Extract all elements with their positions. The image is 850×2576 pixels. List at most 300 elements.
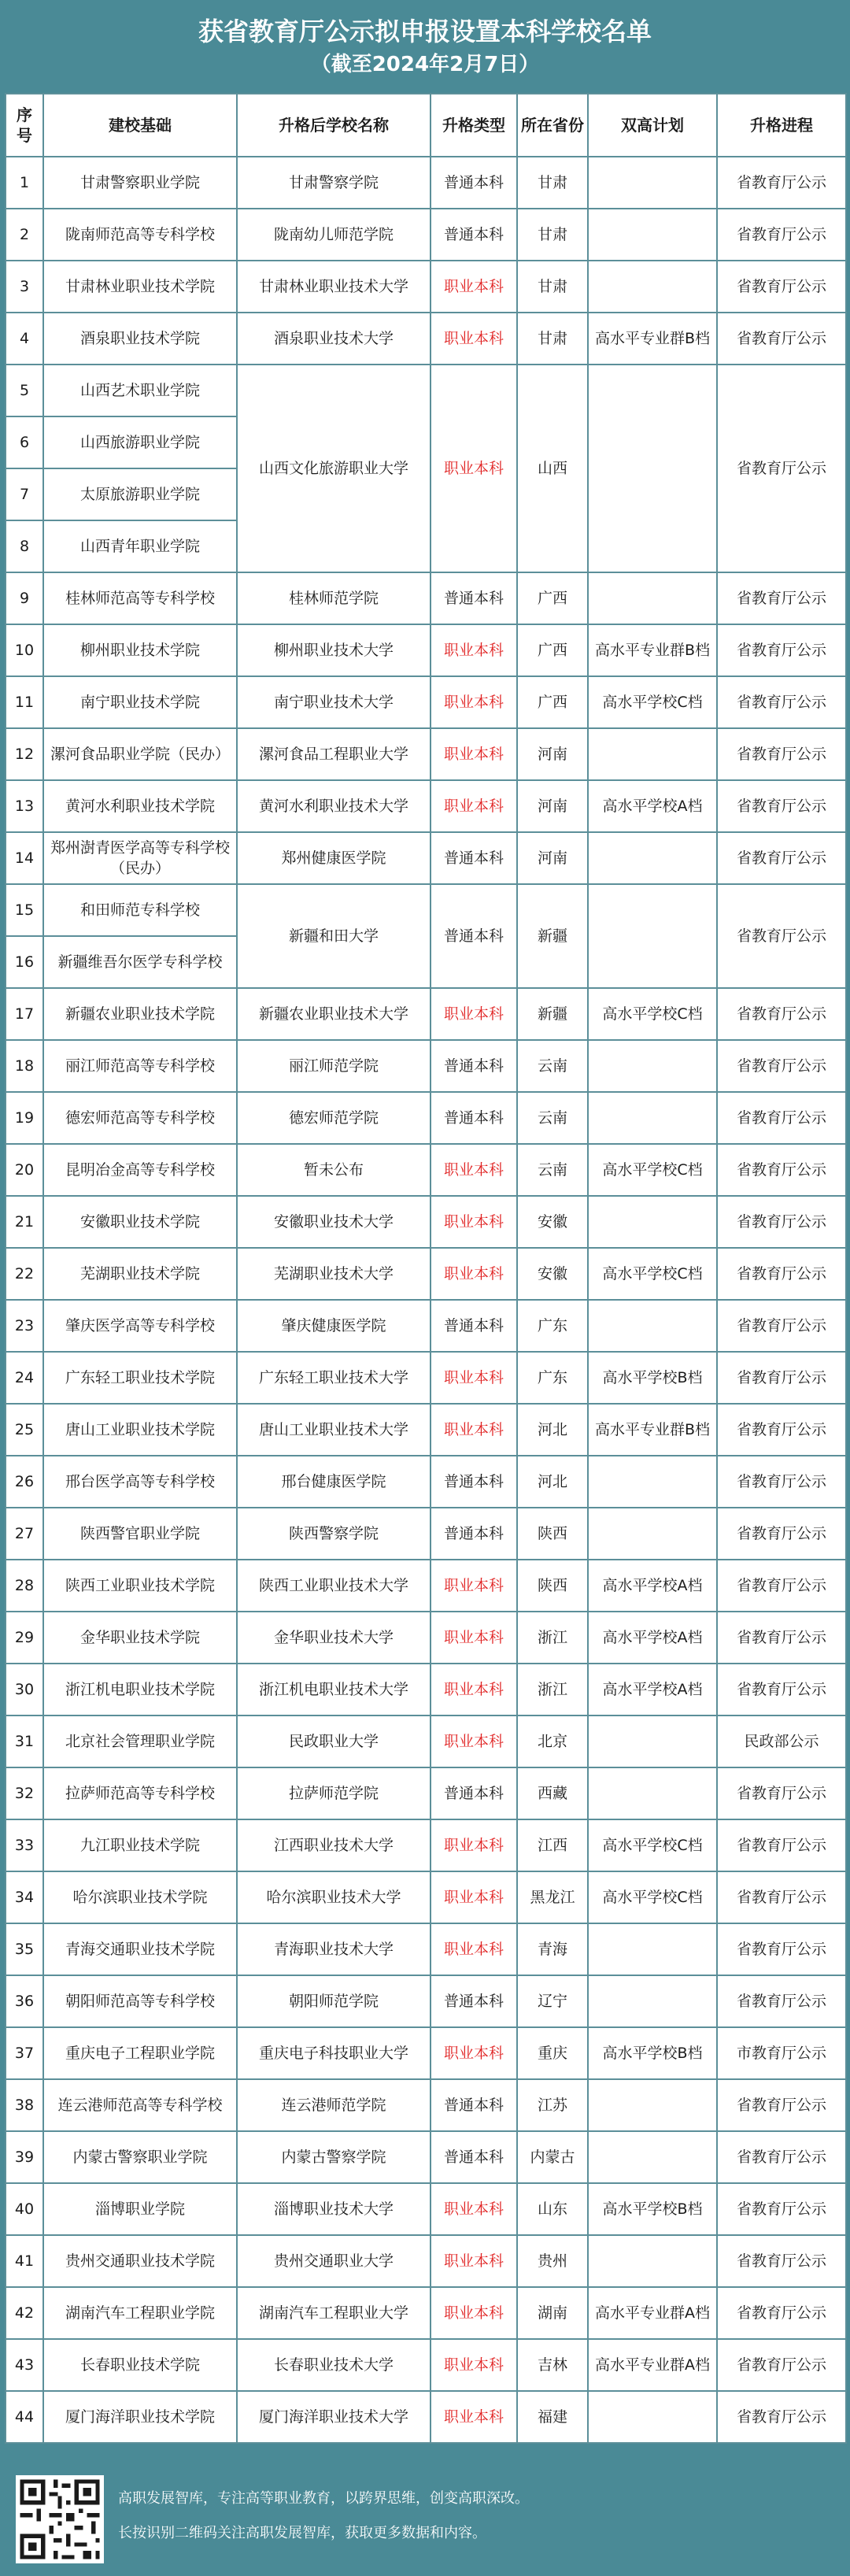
progress-cell: 省教育厅公示 xyxy=(717,261,846,313)
upgrade-type-cell: 职业本科 xyxy=(431,1664,517,1715)
new-school-name-cell: 厦门海洋职业技术大学 xyxy=(237,2391,431,2443)
province-cell: 西藏 xyxy=(517,1767,588,1819)
upgrade-type-cell: 职业本科 xyxy=(431,2339,517,2391)
table-body xyxy=(6,157,846,2443)
progress-cell: 民政部公示 xyxy=(717,1715,846,1767)
base-school-cell: 连云港师范高等专科学校 xyxy=(43,2079,237,2131)
upgrade-type-cell: 普通本科 xyxy=(431,1092,517,1144)
index-cell: 10 xyxy=(6,624,43,676)
double-high-cell xyxy=(588,572,717,624)
index-cell: 39 xyxy=(6,2131,43,2183)
table-row xyxy=(6,884,846,936)
progress-cell: 省教育厅公示 xyxy=(717,1664,846,1715)
index-cell: 30 xyxy=(6,1664,43,1715)
base-school-cell: 长春职业技术学院 xyxy=(43,2339,237,2391)
index-cell: 42 xyxy=(6,2287,43,2339)
upgrade-type-cell: 职业本科 xyxy=(431,1923,517,1975)
base-school-cell: 新疆维吾尔医学专科学校 xyxy=(43,936,237,988)
province-cell: 云南 xyxy=(517,1040,588,1092)
double-high-cell: 高水平专业群A档 xyxy=(588,2339,717,2391)
index-cell: 14 xyxy=(6,832,43,884)
upgrade-type-cell: 普通本科 xyxy=(431,2079,517,2131)
new-school-name-cell: 酒泉职业技术大学 xyxy=(237,313,431,365)
page-subtitle: （截至2024年2月7日） xyxy=(310,53,540,76)
base-school-cell: 金华职业技术学院 xyxy=(43,1612,237,1664)
table-row xyxy=(6,1664,846,1715)
table-row xyxy=(6,1144,846,1196)
base-school-cell: 贵州交通职业技术学院 xyxy=(43,2235,237,2287)
base-school-cell: 北京社会管理职业学院 xyxy=(43,1715,237,1767)
province-cell: 安徽 xyxy=(517,1196,588,1248)
progress-cell: 省教育厅公示 xyxy=(717,1923,846,1975)
new-school-name-cell: 长春职业技术大学 xyxy=(237,2339,431,2391)
base-school-cell: 和田师范专科学校 xyxy=(43,884,237,936)
province-cell: 山西 xyxy=(517,365,588,572)
table-row xyxy=(6,2235,846,2287)
col-header-index: 序号 xyxy=(6,94,43,157)
base-school-cell: 甘肃警察职业学院 xyxy=(43,157,237,209)
base-school-cell: 漯河食品职业学院（民办） xyxy=(43,728,237,780)
table-row xyxy=(6,1352,846,1404)
double-high-cell xyxy=(588,1456,717,1508)
upgrade-type-cell: 职业本科 xyxy=(431,1144,517,1196)
province-cell: 河北 xyxy=(517,1404,588,1456)
table-row xyxy=(6,1300,846,1352)
table-row xyxy=(6,1508,846,1560)
table-row xyxy=(6,365,846,416)
progress-cell: 省教育厅公示 xyxy=(717,1871,846,1923)
upgrade-type-cell: 普通本科 xyxy=(431,157,517,209)
new-school-name-cell: 新疆农业职业技术大学 xyxy=(237,988,431,1040)
new-school-name-cell: 陇南幼儿师范学院 xyxy=(237,209,431,261)
new-school-name-cell: 邢台健康医学院 xyxy=(237,1456,431,1508)
progress-cell: 省教育厅公示 xyxy=(717,624,846,676)
footer xyxy=(0,2466,850,2576)
new-school-name-cell: 山西文化旅游职业大学 xyxy=(237,365,431,572)
upgrade-type-cell: 职业本科 xyxy=(431,365,517,572)
province-cell: 浙江 xyxy=(517,1612,588,1664)
province-cell: 广西 xyxy=(517,676,588,728)
province-cell: 黑龙江 xyxy=(517,1871,588,1923)
province-cell: 吉林 xyxy=(517,2339,588,2391)
index-cell: 24 xyxy=(6,1352,43,1404)
province-cell: 广东 xyxy=(517,1300,588,1352)
upgrade-type-cell: 职业本科 xyxy=(431,1352,517,1404)
province-cell: 福建 xyxy=(517,2391,588,2443)
table-row xyxy=(6,2079,846,2131)
progress-cell: 省教育厅公示 xyxy=(717,728,846,780)
new-school-name-cell: 南宁职业技术大学 xyxy=(237,676,431,728)
progress-cell: 市教育厅公示 xyxy=(717,2027,846,2079)
double-high-cell xyxy=(588,261,717,313)
double-high-cell: 高水平学校A档 xyxy=(588,1612,717,1664)
double-high-cell: 高水平学校A档 xyxy=(588,1560,717,1612)
new-school-name-cell: 暂未公布 xyxy=(237,1144,431,1196)
page-title: 获省教育厅公示拟申报设置本科学校名单 xyxy=(198,17,652,46)
index-cell: 3 xyxy=(6,261,43,313)
province-cell: 河南 xyxy=(517,832,588,884)
province-cell: 山东 xyxy=(517,2183,588,2235)
index-cell: 12 xyxy=(6,728,43,780)
province-cell: 云南 xyxy=(517,1092,588,1144)
progress-cell: 省教育厅公示 xyxy=(717,1560,846,1612)
new-school-name-cell: 芜湖职业技术大学 xyxy=(237,1248,431,1300)
double-high-cell xyxy=(588,2079,717,2131)
index-cell: 27 xyxy=(6,1508,43,1560)
double-high-cell xyxy=(588,1767,717,1819)
upgrade-type-cell: 职业本科 xyxy=(431,1404,517,1456)
province-cell: 浙江 xyxy=(517,1664,588,1715)
province-cell: 新疆 xyxy=(517,988,588,1040)
index-cell: 37 xyxy=(6,2027,43,2079)
base-school-cell: 甘肃林业职业技术学院 xyxy=(43,261,237,313)
new-school-name-cell: 淄博职业技术大学 xyxy=(237,2183,431,2235)
progress-cell: 省教育厅公示 xyxy=(717,157,846,209)
table-row xyxy=(6,624,846,676)
double-high-cell xyxy=(588,2131,717,2183)
base-school-cell: 朝阳师范高等专科学校 xyxy=(43,1975,237,2027)
progress-cell: 省教育厅公示 xyxy=(717,1092,846,1144)
progress-cell: 省教育厅公示 xyxy=(717,1456,846,1508)
index-cell: 38 xyxy=(6,2079,43,2131)
province-cell: 内蒙古 xyxy=(517,2131,588,2183)
index-cell: 11 xyxy=(6,676,43,728)
index-cell: 35 xyxy=(6,1923,43,1975)
new-school-name-cell: 金华职业技术大学 xyxy=(237,1612,431,1664)
upgrade-type-cell: 职业本科 xyxy=(431,2235,517,2287)
progress-cell: 省教育厅公示 xyxy=(717,2339,846,2391)
base-school-cell: 山西艺术职业学院 xyxy=(43,365,237,416)
table-row xyxy=(6,261,846,313)
base-school-cell: 广东轻工职业技术学院 xyxy=(43,1352,237,1404)
progress-cell: 省教育厅公示 xyxy=(717,1819,846,1871)
index-cell: 20 xyxy=(6,1144,43,1196)
new-school-name-cell: 广东轻工职业技术大学 xyxy=(237,1352,431,1404)
progress-cell: 省教育厅公示 xyxy=(717,676,846,728)
new-school-name-cell: 安徽职业技术大学 xyxy=(237,1196,431,1248)
table-row xyxy=(6,1923,846,1975)
index-cell: 5 xyxy=(6,365,43,416)
province-cell: 甘肃 xyxy=(517,313,588,365)
table-row xyxy=(6,1560,846,1612)
new-school-name-cell: 拉萨师范学院 xyxy=(237,1767,431,1819)
progress-cell: 省教育厅公示 xyxy=(717,884,846,988)
progress-cell: 省教育厅公示 xyxy=(717,1300,846,1352)
progress-cell: 省教育厅公示 xyxy=(717,1404,846,1456)
double-high-cell xyxy=(588,1975,717,2027)
index-cell: 26 xyxy=(6,1456,43,1508)
province-cell: 贵州 xyxy=(517,2235,588,2287)
upgrade-type-cell: 职业本科 xyxy=(431,624,517,676)
province-cell: 青海 xyxy=(517,1923,588,1975)
progress-cell: 省教育厅公示 xyxy=(717,988,846,1040)
province-cell: 陕西 xyxy=(517,1560,588,1612)
table-row xyxy=(6,1819,846,1871)
new-school-name-cell: 甘肃警察学院 xyxy=(237,157,431,209)
schools-table xyxy=(5,93,847,2444)
double-high-cell xyxy=(588,157,717,209)
table-row xyxy=(6,1040,846,1092)
base-school-cell: 肇庆医学高等专科学校 xyxy=(43,1300,237,1352)
province-cell: 甘肃 xyxy=(517,157,588,209)
progress-cell: 省教育厅公示 xyxy=(717,1144,846,1196)
table-row xyxy=(6,1092,846,1144)
new-school-name-cell: 新疆和田大学 xyxy=(237,884,431,988)
upgrade-type-cell: 普通本科 xyxy=(431,1975,517,2027)
upgrade-type-cell: 普通本科 xyxy=(431,572,517,624)
index-cell: 4 xyxy=(6,313,43,365)
base-school-cell: 浙江机电职业技术学院 xyxy=(43,1664,237,1715)
table-row xyxy=(6,2287,846,2339)
new-school-name-cell: 贵州交通职业大学 xyxy=(237,2235,431,2287)
double-high-cell: 高水平专业群B档 xyxy=(588,1404,717,1456)
progress-cell: 省教育厅公示 xyxy=(717,2287,846,2339)
base-school-cell: 新疆农业职业技术学院 xyxy=(43,988,237,1040)
upgrade-type-cell: 职业本科 xyxy=(431,1612,517,1664)
double-high-cell: 高水平学校B档 xyxy=(588,1352,717,1404)
table-row xyxy=(6,1248,846,1300)
double-high-cell: 高水平学校B档 xyxy=(588,2027,717,2079)
base-school-cell: 丽江师范高等专科学校 xyxy=(43,1040,237,1092)
upgrade-type-cell: 职业本科 xyxy=(431,1819,517,1871)
progress-cell: 省教育厅公示 xyxy=(717,1352,846,1404)
table-row xyxy=(6,832,846,884)
col-header-progress: 升格进程 xyxy=(717,94,846,157)
progress-cell: 省教育厅公示 xyxy=(717,1196,846,1248)
upgrade-type-cell: 职业本科 xyxy=(431,2027,517,2079)
upgrade-type-cell: 普通本科 xyxy=(431,209,517,261)
double-high-cell: 高水平专业群A档 xyxy=(588,2287,717,2339)
double-high-cell: 高水平学校C档 xyxy=(588,676,717,728)
double-high-cell xyxy=(588,1508,717,1560)
new-school-name-cell: 重庆电子科技职业大学 xyxy=(237,2027,431,2079)
table-row xyxy=(6,1196,846,1248)
index-cell: 40 xyxy=(6,2183,43,2235)
province-cell: 新疆 xyxy=(517,884,588,988)
new-school-name-cell: 民政职业大学 xyxy=(237,1715,431,1767)
col-header-double-high: 双高计划 xyxy=(588,94,717,157)
upgrade-type-cell: 普通本科 xyxy=(431,1456,517,1508)
new-school-name-cell: 漯河食品工程职业大学 xyxy=(237,728,431,780)
index-cell: 22 xyxy=(6,1248,43,1300)
base-school-cell: 太原旅游职业学院 xyxy=(43,468,237,520)
upgrade-type-cell: 职业本科 xyxy=(431,1560,517,1612)
base-school-cell: 唐山工业职业技术学院 xyxy=(43,1404,237,1456)
qr-code-icon[interactable] xyxy=(16,2475,104,2563)
table-row xyxy=(6,209,846,261)
table-row xyxy=(6,2339,846,2391)
province-cell: 江西 xyxy=(517,1819,588,1871)
index-cell: 44 xyxy=(6,2391,43,2443)
upgrade-type-cell: 职业本科 xyxy=(431,2391,517,2443)
upgrade-type-cell: 职业本科 xyxy=(431,1196,517,1248)
index-cell: 16 xyxy=(6,936,43,988)
footer-line-2: 长按识别二维码关注高职发展智库，获取更多数据和内容。 xyxy=(118,2525,486,2541)
table-row xyxy=(6,676,846,728)
double-high-cell: 高水平学校C档 xyxy=(588,1248,717,1300)
progress-cell: 省教育厅公示 xyxy=(717,832,846,884)
upgrade-type-cell: 普通本科 xyxy=(431,832,517,884)
province-cell: 甘肃 xyxy=(517,261,588,313)
province-cell: 辽宁 xyxy=(517,1975,588,2027)
footer-text xyxy=(118,2482,529,2551)
double-high-cell xyxy=(588,832,717,884)
province-cell: 北京 xyxy=(517,1715,588,1767)
province-cell: 甘肃 xyxy=(517,209,588,261)
table-row xyxy=(6,1404,846,1456)
progress-cell: 省教育厅公示 xyxy=(717,2391,846,2443)
new-school-name-cell: 浙江机电职业技术大学 xyxy=(237,1664,431,1715)
upgrade-type-cell: 职业本科 xyxy=(431,676,517,728)
base-school-cell: 哈尔滨职业技术学院 xyxy=(43,1871,237,1923)
new-school-name-cell: 内蒙古警察学院 xyxy=(237,2131,431,2183)
base-school-cell: 内蒙古警察职业学院 xyxy=(43,2131,237,2183)
index-cell: 1 xyxy=(6,157,43,209)
progress-cell: 省教育厅公示 xyxy=(717,1975,846,2027)
double-high-cell xyxy=(588,365,717,572)
upgrade-type-cell: 普通本科 xyxy=(431,1767,517,1819)
province-cell: 广东 xyxy=(517,1352,588,1404)
upgrade-type-cell: 普通本科 xyxy=(431,1300,517,1352)
table-row xyxy=(6,2131,846,2183)
index-cell: 23 xyxy=(6,1300,43,1352)
base-school-cell: 郑州澍青医学高等专科学校（民办） xyxy=(43,832,237,884)
new-school-name-cell: 桂林师范学院 xyxy=(237,572,431,624)
base-school-cell: 湖南汽车工程职业学院 xyxy=(43,2287,237,2339)
province-cell: 云南 xyxy=(517,1144,588,1196)
index-cell: 29 xyxy=(6,1612,43,1664)
upgrade-type-cell: 普通本科 xyxy=(431,1508,517,1560)
new-school-name-cell: 肇庆健康医学院 xyxy=(237,1300,431,1352)
double-high-cell: 高水平学校C档 xyxy=(588,988,717,1040)
table-row xyxy=(6,988,846,1040)
index-cell: 36 xyxy=(6,1975,43,2027)
province-cell: 安徽 xyxy=(517,1248,588,1300)
province-cell: 广西 xyxy=(517,624,588,676)
double-high-cell: 高水平学校C档 xyxy=(588,1871,717,1923)
upgrade-type-cell: 职业本科 xyxy=(431,780,517,832)
progress-cell: 省教育厅公示 xyxy=(717,2131,846,2183)
table-row xyxy=(6,1975,846,2027)
upgrade-type-cell: 职业本科 xyxy=(431,988,517,1040)
base-school-cell: 九江职业技术学院 xyxy=(43,1819,237,1871)
index-cell: 41 xyxy=(6,2235,43,2287)
table-row xyxy=(6,313,846,365)
base-school-cell: 桂林师范高等专科学校 xyxy=(43,572,237,624)
province-cell: 陕西 xyxy=(517,1508,588,1560)
upgrade-type-cell: 普通本科 xyxy=(431,2131,517,2183)
progress-cell: 省教育厅公示 xyxy=(717,2183,846,2235)
col-header-base: 建校基础 xyxy=(43,94,237,157)
province-cell: 湖南 xyxy=(517,2287,588,2339)
double-high-cell xyxy=(588,728,717,780)
province-cell: 广西 xyxy=(517,572,588,624)
progress-cell: 省教育厅公示 xyxy=(717,572,846,624)
col-header-type: 升格类型 xyxy=(431,94,517,157)
upgrade-type-cell: 职业本科 xyxy=(431,313,517,365)
new-school-name-cell: 柳州职业技术大学 xyxy=(237,624,431,676)
index-cell: 9 xyxy=(6,572,43,624)
new-school-name-cell: 江西职业技术大学 xyxy=(237,1819,431,1871)
double-high-cell: 高水平专业群B档 xyxy=(588,313,717,365)
progress-cell: 省教育厅公示 xyxy=(717,365,846,572)
double-high-cell: 高水平学校A档 xyxy=(588,1664,717,1715)
province-cell: 江苏 xyxy=(517,2079,588,2131)
new-school-name-cell: 黄河水利职业技术大学 xyxy=(237,780,431,832)
upgrade-type-cell: 普通本科 xyxy=(431,1040,517,1092)
progress-cell: 省教育厅公示 xyxy=(717,1248,846,1300)
progress-cell: 省教育厅公示 xyxy=(717,1767,846,1819)
new-school-name-cell: 德宏师范学院 xyxy=(237,1092,431,1144)
new-school-name-cell: 陕西警察学院 xyxy=(237,1508,431,1560)
base-school-cell: 陇南师范高等专科学校 xyxy=(43,209,237,261)
double-high-cell: 高水平学校C档 xyxy=(588,1144,717,1196)
table-row xyxy=(6,2027,846,2079)
index-cell: 21 xyxy=(6,1196,43,1248)
index-cell: 15 xyxy=(6,884,43,936)
progress-cell: 省教育厅公示 xyxy=(717,1612,846,1664)
new-school-name-cell: 朝阳师范学院 xyxy=(237,1975,431,2027)
double-high-cell xyxy=(588,1300,717,1352)
new-school-name-cell: 甘肃林业职业技术大学 xyxy=(237,261,431,313)
index-cell: 7 xyxy=(6,468,43,520)
table-row xyxy=(6,2183,846,2235)
table-row xyxy=(6,1715,846,1767)
base-school-cell: 重庆电子工程职业学院 xyxy=(43,2027,237,2079)
col-header-new-name: 升格后学校名称 xyxy=(237,94,431,157)
table-row xyxy=(6,1767,846,1819)
index-cell: 31 xyxy=(6,1715,43,1767)
double-high-cell: 高水平专业群B档 xyxy=(588,624,717,676)
new-school-name-cell: 连云港师范学院 xyxy=(237,2079,431,2131)
upgrade-type-cell: 职业本科 xyxy=(431,2287,517,2339)
page-header xyxy=(0,0,850,88)
base-school-cell: 南宁职业技术学院 xyxy=(43,676,237,728)
index-cell: 13 xyxy=(6,780,43,832)
base-school-cell: 柳州职业技术学院 xyxy=(43,624,237,676)
footer-line-1: 高职发展智库，专注高等职业教育，以跨界思维，创变高职深改。 xyxy=(118,2490,529,2507)
double-high-cell xyxy=(588,1040,717,1092)
province-cell: 重庆 xyxy=(517,2027,588,2079)
table-row xyxy=(6,728,846,780)
province-cell: 河南 xyxy=(517,780,588,832)
progress-cell: 省教育厅公示 xyxy=(717,2079,846,2131)
base-school-cell: 陕西工业职业技术学院 xyxy=(43,1560,237,1612)
double-high-cell xyxy=(588,1923,717,1975)
table-row xyxy=(6,780,846,832)
table-row xyxy=(6,157,846,209)
table-row xyxy=(6,1871,846,1923)
table-row xyxy=(6,572,846,624)
col-header-province: 所在省份 xyxy=(517,94,588,157)
index-cell: 19 xyxy=(6,1092,43,1144)
table-row xyxy=(6,1612,846,1664)
province-cell: 河南 xyxy=(517,728,588,780)
base-school-cell: 山西青年职业学院 xyxy=(43,520,237,572)
double-high-cell: 高水平学校A档 xyxy=(588,780,717,832)
progress-cell: 省教育厅公示 xyxy=(717,1040,846,1092)
base-school-cell: 邢台医学高等专科学校 xyxy=(43,1456,237,1508)
double-high-cell xyxy=(588,1715,717,1767)
base-school-cell: 淄博职业学院 xyxy=(43,2183,237,2235)
upgrade-type-cell: 职业本科 xyxy=(431,1248,517,1300)
upgrade-type-cell: 职业本科 xyxy=(431,261,517,313)
base-school-cell: 黄河水利职业技术学院 xyxy=(43,780,237,832)
index-cell: 28 xyxy=(6,1560,43,1612)
upgrade-type-cell: 职业本科 xyxy=(431,1871,517,1923)
index-cell: 43 xyxy=(6,2339,43,2391)
base-school-cell: 陕西警官职业学院 xyxy=(43,1508,237,1560)
